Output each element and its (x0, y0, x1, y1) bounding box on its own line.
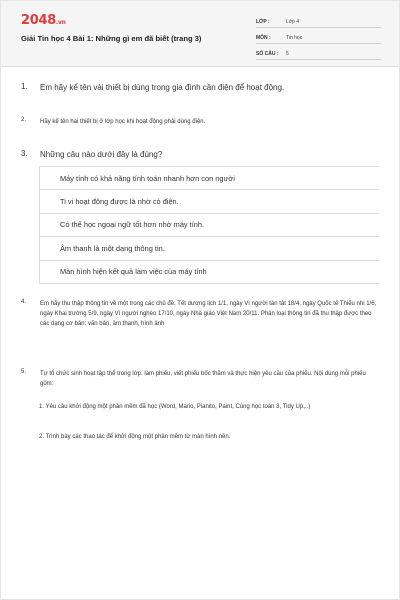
meta-key: SỐ CÂU : (256, 51, 279, 57)
meta-row-subject (256, 31, 381, 44)
meta-value: Tin học (286, 35, 303, 41)
question-number: 2. (21, 117, 27, 123)
question-text: Em hãy thu thập thông tin về một trong các chủ đề: Tết dương lịch 1/1, ngày Vì người tàn tật 18/4, ngày Quốc tế Thiếu nhi 1/6, ngày Khai trường 5/9, ngày Vì người nghèo 17/10, ngày Nhà giáo Việt Nam 20/11. Phân loại thông tin đã thu thập được theo các dạng cơ bản: văn bản, âm thanh, hình ảnh (40, 301, 377, 328)
option-row: Có thể học ngoại ngữ tốt hơn nhờ máy tính. (39, 214, 379, 237)
q5-item-1: 1. Yêu cầu khởi động một phần mềm đã học (Word, Mario, Pianito, Paint, Cùng học toán 3, Tidy Up,..) (39, 404, 311, 410)
meta-key: LỚP : (256, 19, 270, 25)
option-row: Máy tính có khả năng tính toán nhanh hơn con người (39, 167, 379, 190)
meta-value: Lớp 4 (286, 19, 300, 25)
option-row: Âm thanh là một dạng thông tin. (39, 237, 379, 260)
question-text: Hãy kể tên hai thiết bị ở lớp học khi hoạt động phải dùng điện. (40, 119, 206, 125)
question-text: Em hãy kể tên vài thiết bị dùng trong gia đình cần điện để hoạt động. (40, 83, 285, 92)
question-number: 4. (21, 299, 27, 305)
q5-item-2: 2. Trình bày các thao tác để khởi động một phần mềm từ màn hình nền. (39, 434, 231, 440)
meta-key: MÔN : (256, 35, 271, 41)
question-number: 3. (21, 149, 28, 158)
meta-row-class (256, 15, 381, 28)
page-title: Giải Tin học 4 Bài 1: Những gì em đã biết (trang 3) (21, 34, 202, 43)
meta-table (256, 15, 381, 63)
meta-row-count (256, 47, 381, 60)
document-header (1, 1, 399, 67)
q3-options-table (39, 166, 379, 284)
logo-main: 2048 (21, 13, 56, 28)
question-text: Những câu nào dưới đây là đúng? (40, 150, 163, 159)
question-text: Tự tổ chức sinh hoạt tập thể trong lớp: làm phiếu, viết phiếu bốc thăm và thực hiện yêu cầu của phiếu. Nội dung mỗi phiếu gồm: (40, 371, 366, 388)
site-logo[interactable] (21, 13, 66, 28)
option-row: Ti vi hoạt động được là nhờ có điện. (39, 190, 379, 213)
option-row: Màn hình hiện kết quả làm việc của máy tính (39, 261, 379, 284)
question-number: 5. (21, 369, 27, 375)
question-number: 1. (21, 82, 28, 91)
meta-value: 5 (286, 51, 289, 57)
logo-suffix: .vn (55, 19, 66, 26)
